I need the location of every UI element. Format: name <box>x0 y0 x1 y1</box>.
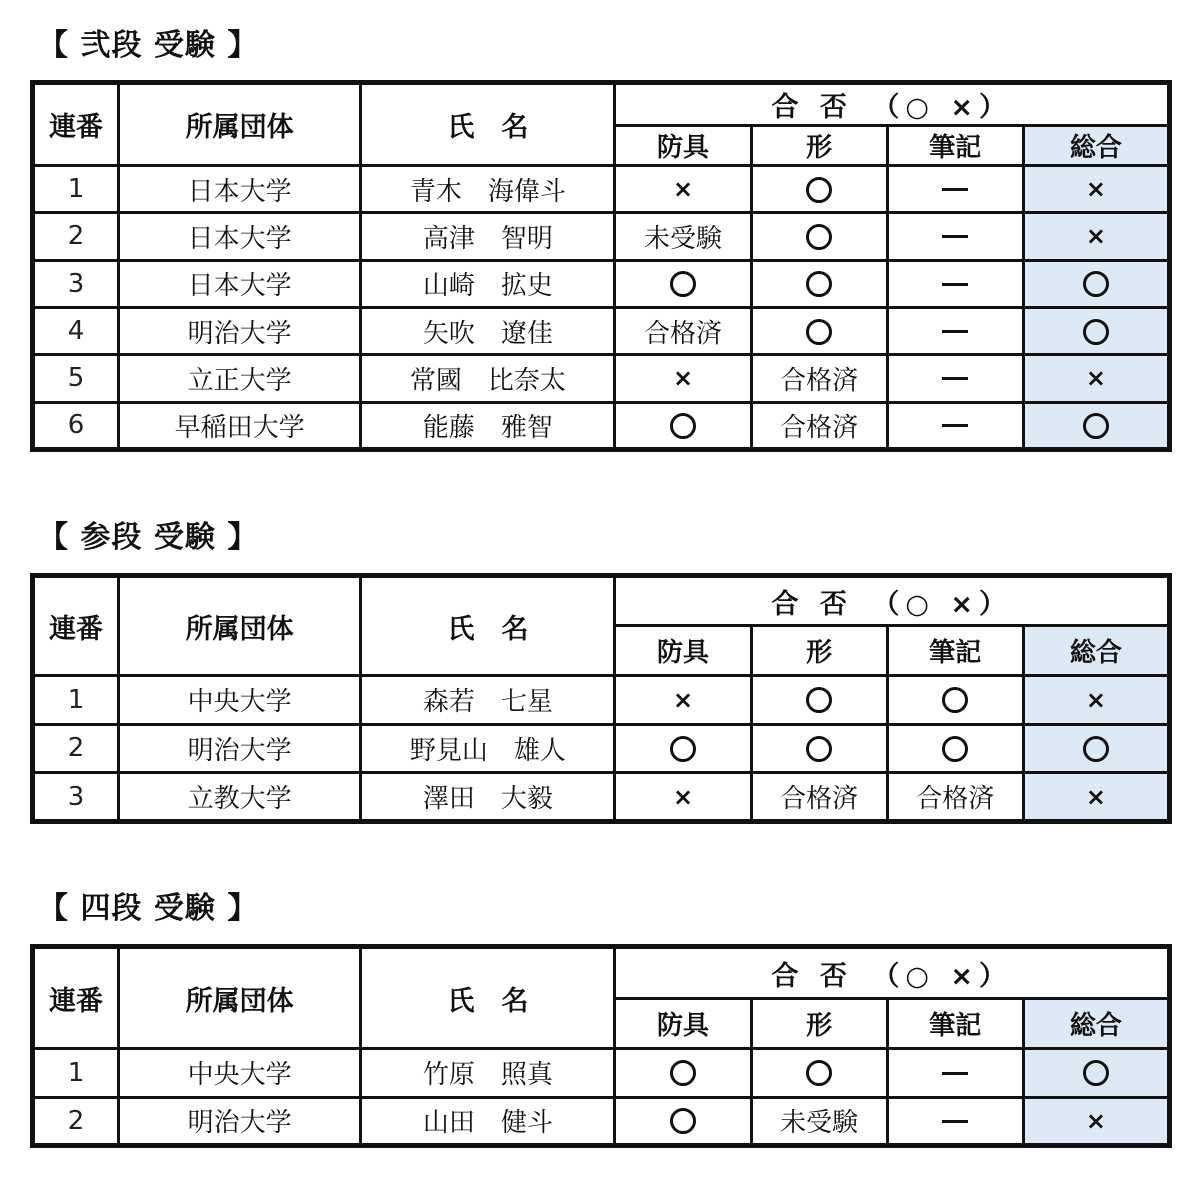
col-header-written: 筆記 <box>887 626 1023 676</box>
affiliation-cell: 明治大学 <box>119 1097 361 1146</box>
row-number: 3 <box>33 260 119 307</box>
col-header-kata: 形 <box>751 626 887 676</box>
row-number: 6 <box>33 402 119 449</box>
pass-circle-icon <box>942 736 968 762</box>
overall-result <box>1023 213 1169 260</box>
row-number: 4 <box>33 307 119 354</box>
overall-result <box>1023 307 1169 354</box>
written-result <box>887 355 1023 402</box>
row-number: 2 <box>33 1097 119 1146</box>
pass-circle-icon <box>670 1060 696 1086</box>
col-header-org: 所属団体 <box>119 947 361 1049</box>
armor-result <box>615 1097 751 1146</box>
col-header-result: 合 否 （○ ×） <box>615 576 1170 626</box>
table-row <box>33 166 1170 213</box>
kata-result <box>751 676 887 725</box>
fail-cross-icon: × <box>672 782 694 811</box>
pass-circle-icon <box>670 271 696 297</box>
name-cell: 森若 七星 <box>361 676 615 725</box>
written-result: 合格済 <box>887 773 1023 822</box>
kata-result <box>751 213 887 260</box>
kata-result: 合格済 <box>751 402 887 449</box>
table-row <box>33 402 1170 449</box>
table-row <box>33 1049 1170 1098</box>
col-header-armor: 防具 <box>615 999 751 1049</box>
affiliation-cell: 明治大学 <box>119 307 361 354</box>
affiliation-cell: 中央大学 <box>119 676 361 725</box>
pass-circle-icon <box>806 319 832 345</box>
name-cell: 青木 海偉斗 <box>361 166 615 213</box>
fail-cross-icon: × <box>1085 175 1106 204</box>
col-header-overall: 総合 <box>1023 626 1169 676</box>
table-row <box>33 260 1170 307</box>
overall-result <box>1023 773 1169 822</box>
not-applicable-dash-icon <box>942 424 968 427</box>
row-number: 1 <box>33 166 119 213</box>
armor-result: 未受験 <box>615 213 751 260</box>
row-number: 1 <box>33 1049 119 1098</box>
fail-cross-icon: × <box>672 685 694 714</box>
pass-circle-icon <box>1083 271 1109 297</box>
written-result <box>887 1097 1023 1146</box>
row-number: 5 <box>33 355 119 402</box>
fail-cross-icon: × <box>672 175 694 204</box>
name-cell: 山崎 拡史 <box>361 260 615 307</box>
written-result <box>887 166 1023 213</box>
col-header-kata: 形 <box>751 126 887 166</box>
row-number: 2 <box>33 724 119 773</box>
section-title-nidan: 【 弐段 受験 】 <box>38 28 259 63</box>
kata-result <box>751 307 887 354</box>
col-header-name: 氏 名 <box>361 83 615 166</box>
table-row <box>33 773 1170 822</box>
table-row <box>33 307 1170 354</box>
col-header-armor: 防具 <box>615 126 751 166</box>
not-applicable-dash-icon <box>942 283 968 286</box>
affiliation-cell: 明治大学 <box>119 724 361 773</box>
affiliation-cell: 日本大学 <box>119 260 361 307</box>
kata-result: 合格済 <box>751 773 887 822</box>
not-applicable-dash-icon <box>942 188 968 191</box>
col-header-num: 連番 <box>33 83 119 166</box>
pass-circle-icon <box>670 1108 696 1134</box>
written-result <box>887 260 1023 307</box>
kata-result <box>751 260 887 307</box>
pass-circle-icon <box>806 1060 832 1086</box>
name-cell: 澤田 大毅 <box>361 773 615 822</box>
written-result <box>887 1049 1023 1098</box>
col-header-written: 筆記 <box>887 999 1023 1049</box>
pass-circle-icon <box>1083 1060 1109 1086</box>
table-row <box>33 724 1170 773</box>
name-cell: 高津 智明 <box>361 213 615 260</box>
kata-result <box>751 1049 887 1098</box>
overall-result <box>1023 166 1169 213</box>
affiliation-cell: 日本大学 <box>119 213 361 260</box>
pass-circle-icon <box>806 736 832 762</box>
pass-circle-icon <box>670 736 696 762</box>
overall-result <box>1023 260 1169 307</box>
written-result <box>887 307 1023 354</box>
col-header-name: 氏 名 <box>361 576 615 676</box>
fail-cross-icon: × <box>1085 782 1106 811</box>
col-header-org: 所属団体 <box>119 83 361 166</box>
kata-result <box>751 724 887 773</box>
affiliation-cell: 立正大学 <box>119 355 361 402</box>
armor-result <box>615 773 751 822</box>
pass-circle-icon <box>806 687 832 713</box>
kata-result: 未受験 <box>751 1097 887 1146</box>
row-number: 2 <box>33 213 119 260</box>
col-header-num: 連番 <box>33 947 119 1049</box>
overall-result <box>1023 676 1169 725</box>
fail-cross-icon: × <box>672 364 694 393</box>
section-title-yondan: 【 四段 受験 】 <box>38 891 259 926</box>
name-cell: 常國 比奈太 <box>361 355 615 402</box>
written-result <box>887 213 1023 260</box>
col-header-written: 筆記 <box>887 126 1023 166</box>
affiliation-cell: 中央大学 <box>119 1049 361 1098</box>
fail-cross-icon: × <box>1085 222 1106 251</box>
not-applicable-dash-icon <box>942 1072 968 1075</box>
pass-circle-icon <box>670 413 696 439</box>
pass-circle-icon <box>942 687 968 713</box>
results-table-nidan <box>30 80 1172 452</box>
kata-result: 合格済 <box>751 355 887 402</box>
col-header-overall: 総合 <box>1023 999 1169 1049</box>
overall-result <box>1023 1049 1169 1098</box>
row-number: 1 <box>33 676 119 725</box>
not-applicable-dash-icon <box>942 330 968 333</box>
name-cell: 山田 健斗 <box>361 1097 615 1146</box>
overall-result <box>1023 724 1169 773</box>
fail-cross-icon: × <box>1085 364 1106 393</box>
col-header-num: 連番 <box>33 576 119 676</box>
col-header-kata: 形 <box>751 999 887 1049</box>
row-number: 3 <box>33 773 119 822</box>
affiliation-cell: 早稲田大学 <box>119 402 361 449</box>
pass-circle-icon <box>1083 413 1109 439</box>
name-cell: 竹原 照真 <box>361 1049 615 1098</box>
armor-result: 合格済 <box>615 307 751 354</box>
armor-result <box>615 724 751 773</box>
fail-cross-icon: × <box>1085 1106 1106 1135</box>
not-applicable-dash-icon <box>942 1120 968 1123</box>
table-row <box>33 213 1170 260</box>
pass-circle-icon <box>806 271 832 297</box>
armor-result <box>615 166 751 213</box>
results-table-yondan <box>30 944 1172 1148</box>
written-result <box>887 676 1023 725</box>
col-header-armor: 防具 <box>615 626 751 676</box>
table-body <box>33 1049 1170 1146</box>
armor-result <box>615 402 751 449</box>
pass-circle-icon <box>806 177 832 203</box>
name-cell: 矢吹 遼佳 <box>361 307 615 354</box>
not-applicable-dash-icon <box>942 235 968 238</box>
table-body <box>33 676 1170 822</box>
results-table-sandan <box>30 573 1172 824</box>
armor-result <box>615 260 751 307</box>
section-title-sandan: 【 参段 受験 】 <box>38 520 259 555</box>
col-header-result: 合 否 （○ ×） <box>615 83 1170 126</box>
table-row <box>33 355 1170 402</box>
armor-result <box>615 676 751 725</box>
overall-result <box>1023 1097 1169 1146</box>
not-applicable-dash-icon <box>942 377 968 380</box>
armor-result <box>615 1049 751 1098</box>
written-result <box>887 402 1023 449</box>
pass-circle-icon <box>806 224 832 250</box>
affiliation-cell: 立教大学 <box>119 773 361 822</box>
pass-circle-icon <box>1083 319 1109 345</box>
fail-cross-icon: × <box>1085 685 1106 714</box>
affiliation-cell: 日本大学 <box>119 166 361 213</box>
table-body <box>33 166 1170 450</box>
table-row <box>33 1097 1170 1146</box>
col-header-org: 所属団体 <box>119 576 361 676</box>
table-row <box>33 676 1170 725</box>
col-header-overall: 総合 <box>1023 126 1169 166</box>
name-cell: 野見山 雄人 <box>361 724 615 773</box>
written-result <box>887 724 1023 773</box>
overall-result <box>1023 355 1169 402</box>
kata-result <box>751 166 887 213</box>
armor-result <box>615 355 751 402</box>
pass-circle-icon <box>1083 736 1109 762</box>
col-header-name: 氏 名 <box>361 947 615 1049</box>
overall-result <box>1023 402 1169 449</box>
col-header-result: 合 否 （○ ×） <box>615 947 1170 999</box>
name-cell: 能藤 雅智 <box>361 402 615 449</box>
